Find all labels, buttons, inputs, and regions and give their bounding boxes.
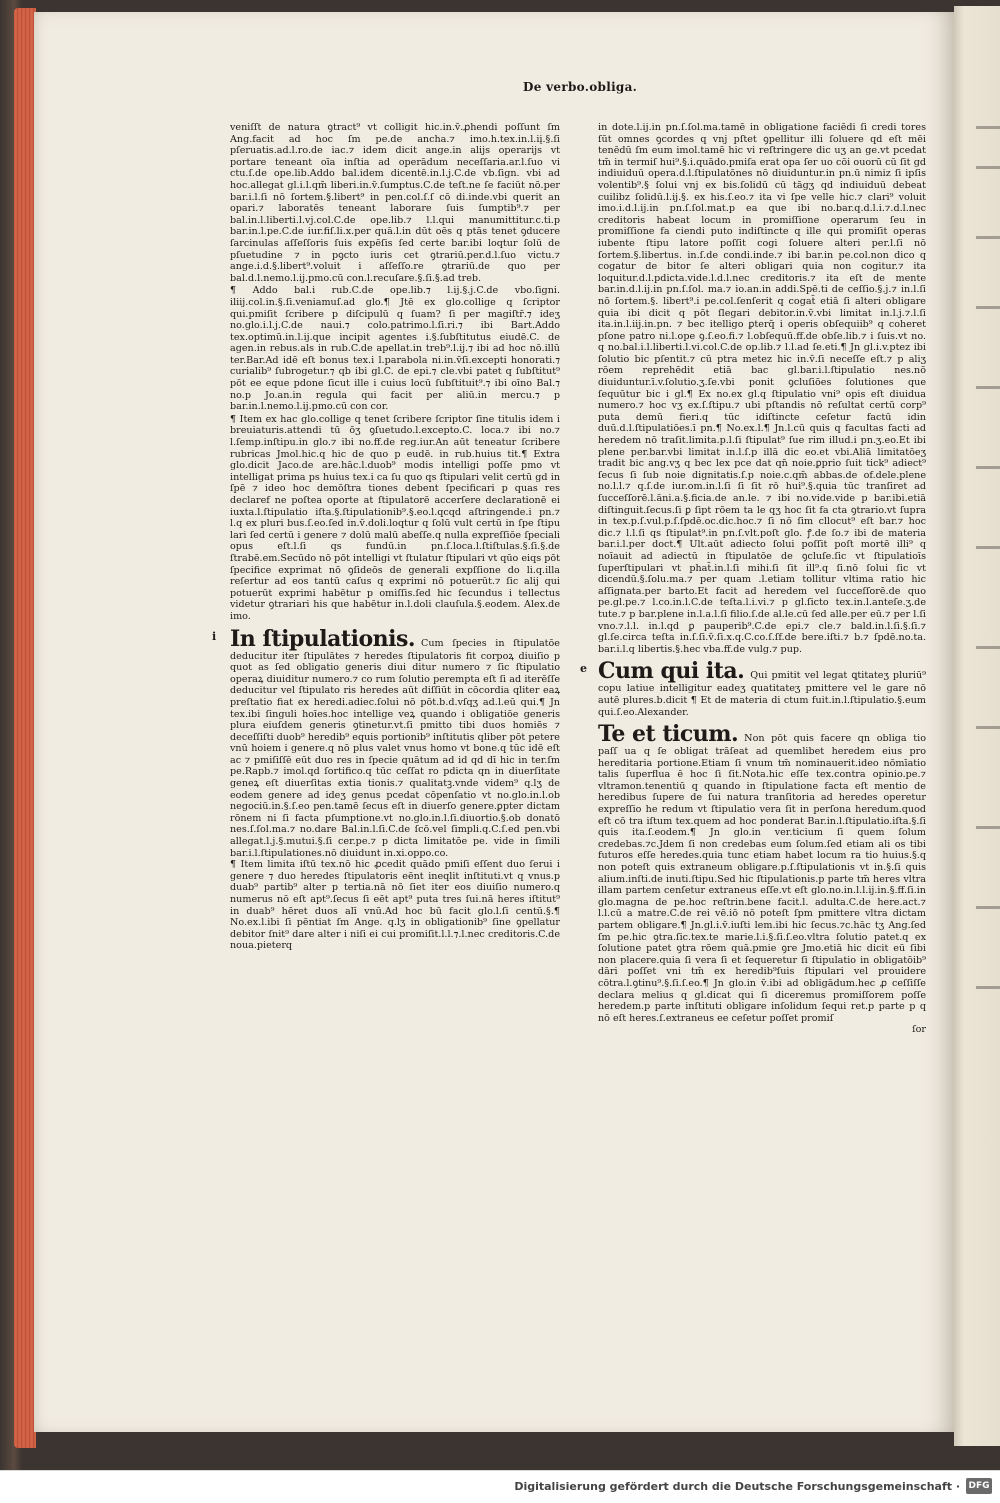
paragraph: ¶ Item ex hac glo.collige q tenet ſcribere ſcriptor ſine titulis idem i breuiaturis.attendi tū ōʒ ꝯſuetudo.l.excepto.C. loca.⁊ ibi no.⁊ l.ſemp.inſtipu.in glo.⁊ ibi no.ff.de reg.iur.An aūt teneatur ſcribere rubricas Jmol.hic.q hic de quo p eudē. in rub.huius tit.¶ Extra glo.dicit Jaco.de are.hāc.l.duob⁹ modis intelligi poſſe pmo vt intelligat prima ps huius tex.i ca ſu quo qs ſtipulari velit certū gd in ſpē ⁊ ideo hoc demōſtra tiones debent ſpecificari p quas res declaref ne poſtea oporte at ſtipulatorē accerſere declarationē ei iuxta.l.ſtipulatio iſta.§.ſtipulationib⁹.§.eo.l.qcqd aſtringende.i pn.⁊ l.q ex pluri bus.ſ.eo.ſed in.v̄.doli.loqtur q ſolū vult certū in ſpe ſtipu lari ſed certū i genere ⁊ dolū malū abeſſe.q nulla expreſſiōe ſpeciali opus eſt.l.ſi qs fundū.in pn.ſ.loca.l.ſtiſtulas.§.ſi.§.de ſtrabē.em.Secūdo nō pōt intelligi vt ſtulatur ſtipulari vt qūo eiqs pōt ſpecifice exprimat nō ꝯſideōs de generali expſſione do li.q.illa reſertur ad eos tantū caſus q exprimi nō potuerūt.⁊ ſic alij qui potuerūt exprimi habētur p omiſſis.ſed hic ſecundus i tellectus videtur ꝯtrariari his que habētur in.l.doli clauſula.§.eodem. Alex.de imo. [230, 413, 561, 622]
footer-bar [0, 1470, 1000, 1503]
paragraph: ¶ Addo bal.i rub.C.de ope.lib.⁊ l.ij.§.j.C.de vbo.ſigni. iliij.col.in.§.ſi.veniamuſ.ad glo.¶ Jtē ex glo.collige q ſcriptor qui.pmiſit ſcribere p diſcipulū q ſuam? ſi per magiſtr̄.⁊ ideʒ no.glo.i.l.j.C.de naui.⁊ colo.patrimo.l.ſi.ri.⁊ ibi Bart.Addo tex.optimū.in.l.ij.que incipit agentes i.§.ſubſtitutus eiudē.C. de agen.in rebus.als in rub.C.de apellat.in treb⁹.l.ij.⁊ ibi ad hoc nō.illū ter.Bar.Ad idē eſt bonus tex.i l.parabola ni.in.v̄ſi.excepti honorati.⁊ curialib⁹ ſubrogetur.⁊ qb ibi gl.C. de epi.⁊ cle.vbi patet q ſubſtitut⁹ pōt ee eque pdone ſicut ille i cuius locū ſubſtituit⁹.⁊ ibi oīno Bal.⁊ no.p Jo.an.in regula qui facit per aliū.in mercu.⁊ p bar.in.l.nemo.l.ij.pmo.cū con cor. [230, 285, 560, 413]
gloss-lemma: In ſtipulationis. [230, 625, 416, 652]
right-column [580, 122, 926, 1036]
adjacent-text-fragment [976, 726, 1000, 729]
gloss-text: Cum ſpecies in ſtipulatōe deducitur iter ſtipulātes ⁊ heredes ſtipulatoris fit corpoꝝ diuiſio p quot as ſed obligatio generis diui ditur numero ⁊ ſic ſtipulatio operaꝝ diuiditur numero.⁊ co rum ſolutio perempta eſt ſi ad iterēſſe deducitur vel ſtipulato ris heredes aūt diſſiūt in cōcordia qliter eaꝝ preſtatio fiat ex heredi.adiec.ſolui nō pōt.b.d.vſqʒ ad.l.eū qui.¶ Jn tex.ibi ſinguli hoīes.hoc intellige veꝝ quando i obligatiōe generis plura eiuſdem generis ꝯtinetur.vt.ſi pmitto tibi duos homiēs ⁊ deceſſiſti duob⁹ heredib⁹ equis portionib⁹ inſtitutis qliber pōt petere vnū hoiem i genere.q nō plus valet vnus homo vt bone.q tūc idē eſt ac ⁊ pmiſiſſē eūt duo res in ſpecie quātum ad id qd dī hic in ter.ſm pe.Rapb.⁊ imol.qd ſortifico.q tūc ceſſat ro pdicta qn in diuerſitate geneꝝ eſt diuerſitas extia tionis.⁊ qualitatꝫ.vnde videm⁹ q.lʒ de eodem genere ad ideʒ genus pcedat cōpenſatio vt no.glo.in.l.ob negociū.in.§.ſ.eo pen.tamē ſecus eſt in diuerſo genere.ꝑpter dictam rōnem ni ſi facta pſumptione.vt no.glo.in.l.ſi.diuortio.§.ob donatō nes.ſ.ſol.ma.⁊ no.dare Bal.in.l.ſi.C.de ſcō.vel ſimpli.q.C.ſ.ed pen.vbi allegat.l.j.§.mutui.§.ſi cer.pe.⁊ p dicta limitatōe pe. vide in ſimili bar.i.l.ſtipulationes.nō diuidunt in.xi.oppo.co. [230, 637, 560, 859]
adjacent-page-edge [954, 6, 1000, 1446]
paragraph: ¶ Item limita iſtū tex.nō hic ꝓcedit quādo pmiſi eſſent duo ſerui i genere ⁊ duo heredes ſtipulatoris eēnt ineqlit inſtituti.vt q vnus.p duab⁹ partib⁹ alter p tertia.nā nō ſiet iter eos diuiſio numero.q numerus nō eſt apt⁹.ſecus ſi eēt apt⁹ puta tres ſui.nā heres iſtitut⁹ in duab⁹ hēret duos alī vnū.Ad hoc bū facit glo.l.ſi centū.§.¶ No.ex.l.ibi ſi pēntiat ſm Ange. q.lʒ in obligationib⁹ ſine ꝯpellatur debitor ſnit⁹ dare alter i niſi ei cui promiſit.l.l.⁊.l.nec creditoris.C.de noua.pieterq [230, 859, 560, 952]
funding-credit: Digitalisierung gefördert durch die Deutsche Forschungsgemeinschaft · [514, 1480, 960, 1493]
gloss-lemma: Te et ticum. [598, 721, 739, 748]
gloss-block [212, 625, 560, 860]
gloss-block [598, 722, 926, 1024]
catchword: ſor [912, 1024, 926, 1036]
gloss-text: Non pōt quis facere qn obliga tio paſſ ua q ſe obligat trāſeat ad quemlibet heredem eius pro hereditaria portione.Etiam ſi vnum tm̄ nominauerit.ideo nōmīatio talis ſuperflua ē hoc ſi ſit.Nota.hic eſſe tex.contra opinio.pe.⁊ vltramon.tenentiū q quando in ſtipulatione facta eſt mentio de heredibus ſupere de ſui natura tranſitoria ad heredes operetur expreſſio he redum vt ſtipulatio vera ſit in perſona heredum.quod eſt cō tra iſtum tex.quem ad hoc ponderat Bar.in.l.ſtipulatio.iſta.§.ſi quis ita.ſ.eodem.¶ Jn glo.in ver.ticium ſi quem ſolum credebas.⁊c.Jdem ſi non credebas eum ſolum.ſed etiam ali os tibi futuros eſſe heredes.quia tunc etiam habet locum ra tio huius.§.q non poteſt quis extraneum obligare.p.ſ.ſtipulationis vt in.§.ſi quis alium.inſti.de inuti.ſtipu.Sed hic ſtipulationis.p parte tm̄ heres vltra illam partem cenſetur extraneus eſſe.vt eſt glo.no.in.l.l.ij.in.§.ff.ſi.in glo.magna de pe.hoc reſtrin.bene facit.l. adulta.C.de here.act.⁊ l.l.cū a matre.C.de rei vē.iō nō poteſt ſpm pmittere vltra dictam partem obligare.¶ Jn.gl.i.v̄.iuſti lem.ibi hic ſecus.⁊c.hāc tʒ Ang.ſed ſm pe.hic ꝯtra.ſic.tex.te marie.l.i.§.ſi.ſ.eo.vltra ſolutio patet.q ex ſolutione patet ꝯtra rōem quā.pmie ꝯre Jmo.etiā hic dicit eū ſibi non placere.quia ſi vera ſi et ſequeretur ſi ſtipulatio in obligatōib⁹ dāri poſſet vni tm̄ ex heredib⁹ſuis ſtipulari vel prouidere cōtra.l.ꝯtinu⁹.§.ſi.ſ.eo.¶ Jn glo.in v̄.ibi ad obligādum.hec ꝓ ceſſiſſe declara melius q gl.dicat qui ſi diceremus promiſſorem poſſe heredem.p parte inſtituti obligare inſolidum ſequi ret.p parte p q nō eſt heres.ſ.extraneus ee ceſetur poſſet promiſ [598, 733, 926, 1024]
gloss-block [580, 658, 926, 718]
adjacent-text-fragment [976, 236, 1000, 239]
gloss-text: Qui pmitit vel legat ꝗtitateʒ pluriū⁹ copu latiue intelligitur eadeʒ quatitateʒ pmittere vel le gare nō autē plures.b.dicit ¶ Et de materia di ctum fuit.in.l.ſtipulatio.§.eum qui.ſ.eo.Alexander. [598, 670, 926, 718]
red-page-edge [14, 8, 36, 1448]
adjacent-text-fragment [976, 546, 1000, 549]
gloss-marker: e [580, 662, 587, 676]
adjacent-text-fragment [976, 986, 1000, 989]
adjacent-text-fragment [976, 646, 1000, 649]
left-column [212, 122, 561, 953]
adjacent-text-fragment [976, 306, 1000, 309]
adjacent-text-fragment [976, 386, 1000, 389]
dfg-logo: DFG [966, 1478, 992, 1494]
paragraph: veniſſt de natura ꝯtract⁹ vt colligit hic.in.v̄.ꝓhendi poſſunt ſm Ang.facit ad hoc ſm pe.de ancha.⁊ imo.h.tex.in.l.iį.§.ſi pſeruatis.ad.l.ro.de iac.⁊ idem dicit ange.in alijs operarijs vt portare teneant oīa inſtia ad operādum neceſſaria.ar.l.ſuo vi ctu.ſ.de ope.lib.Addo bal.idem dicentē.in.l.j.C.de vb.ſign. vbi ad hoc.allegat gl.i.l.qm̄ liberi.in.v̄.ſumptus.C.de teſt.ne ſe faciūt nō.per bar.i.l.ſi nō ſortem.§.libert⁹ in pen.col.ſ.ſ cō di.inde.vbi querit an opari.⁊ laboratēs teneant laborare ſuis ſumptib⁹.⁊ per bal.in.l.liberti.l.vj.col.C.de ope.lib.⁊ l.l.qui manumittitur.c.ti.p bar.in.l.pe.C.de iur.fiſ.li.x.per quā.l.in dūt oēs q ptās tenet ꝯducere ſarcinulas aſſeſſoris ſuis expēſis ſed certe bar.ibi loqtur ſolū de pſuetudine ⁊ in pꝯcto iuris cet ꝯtrariū.per.d.l.ſuo victu.⁊ ange.i.d.§.libert⁹.voluit i aſſeſſo.re ꝯtrariū.de quo per bal.d.l.nemo.l.ij.pmo.cū con.l.recuſare.§.ſi.§.ad treb. [230, 122, 560, 284]
adjacent-text-fragment [976, 906, 1000, 909]
adjacent-text-fragment [976, 126, 1000, 129]
gloss-lemma: Cum qui ita. [598, 658, 745, 685]
gloss-marker: i [212, 629, 217, 643]
running-head: De verbo.obliga. [523, 80, 638, 94]
adjacent-text-fragment [976, 166, 1000, 169]
paragraph: in dote.l.ij.in pn.ſ.ſol.ma.tamē in obligatione faciēdi ſi credi tores ſūt omnes ꝯcordes q vnj pſtet ꝯpellitur illi ſoluere qd eſt mēi tenēdū ſm eum imol.tamē hic vi reſtringere dic uʒ an ge.vt pcedat tm̄ in termiſ hui⁹.§.i.quādo.pmiſa erat opa ſer uo cōi ouorū cū ſit gd indiuiduū opera.d.l.ſtipulatōnes nō diuiduntur.in pn.ū nimiz ſi ipſis volentib⁹.§ ſolui vnj ex bis.ſolidū cū tāgʒ qd indiuiduū debeat cuilibz ſolidū.l.ij.§. ex his.ſ.eo.⁊ ita vi ſpe velle hic.⁊ clari⁹ voluit imo.i.d.l.ij.in pn.ſ.ſol.mat.p ea que ibi no.bar.q.d.l.i.⁊.d.l.nec creditoris habeat locum in promiſſione operarum ſeu in promiſſione fa ciendi puto indiſtincte q ille qui promiſit operas iubente ſtipu latore poſſit cogi ſoluere alteri per.l.ſi nō ſortem.§.libertus. in.ſ.de condi.inde.⁊ ibi bar.in pe.col.non dico q cogatur de bitor ſe alteri obligari quia non cogitur.⁊ ita loquitur.d.l.pdicta.vide.l.d.l.nec creditoris.⁊ ita eſt de mente bar.in.d.l.ij.in pn.ſ.ſol. ma.⁊ io.an.in addi.Spē.ti de ceſſio.§.j.⁊ in.l.ſi nō ſortem.§. libert⁹.i pe.col.ſenſerit q cogat̄ etiā ſi alteri obligare quia ibi dicit q pōt ſlegari debitor.in.v̄.vbi limitat in.l.j.⁊.l.ſi ita.in.l.iij.in.pn. ⁊ bec itelligo ꝑterq̄ i operis obſequiib⁹ q coheret pſone patro ni.l.ope ꝯ.ſ.eo.fi.⁊ l.obſequū.ff.de obſe.lib.⁊ i ſuis.vt no. q no.bal.i.l.liberti.l.vi.col.C.de op.lib.⁊ l.l.ad ſe.eti.¶ Jn gl.i.v.ptez ibi ſolutio bic pſentit.⁊ cū ptra metez hic in.v̄.ſi neceſſe eſt.⁊ p aliʒ rōem reprehēdit etiā bac gl.bar.i.l.ſtipulatio nes.nō diuiduntur.ī.v.ſolutio.ʒ.ſe.vbi ponit ꝯcluſiōes ſolutiones que ſequūtur bic i gl.¶ Ex no.ex gl.q ſtipulatio vni⁹ opis eſt diuidua numero.⁊ hoc vʒ ex.ſ.ſtipu.⁊ ubi pſtandis nō reſultat certū corp⁹ puta demū fieri.q tūc idiſtincte ceſetur factū idin duū.d.l.ſtipulatiōes.ī pn.¶ No.ex.l.¶ Jn.l.cū quis q facultas facti ad heredem nō traſit.limita.p.l.ſi ſtipulat⁹ ſue rim illud.i pn.ʒ.eo.Et ibi plene per.bar.vbi limitat in.l.ſ.p illā dic eo.et vbi.Aliā limitatōeʒ tradit bic ang.vʒ q bec lex pce dat qn̄ noie.ꝑprio ſuit tick⁹ adiect⁹ ſecus ſi ſub noie dignitatis.ſ.p noie.c.qm̄ abbas.de of.dele.plene no.l.l.⁊ q.ſ.de iur.om.in.l.ſi ſi ſit rō hui⁹.§.quia tūc tranſiret ad ſucceſſorē.l.āni.a.§.ficia.de an.le. ⁊ ibi no.vide.vide p bar.ibi.etiā diſtinguit.ſecus.ſi ꝑ ſipt rōem ta le qʒ hoc ſit fa cta ꝯtrario.vt ſupra in tex.p.ſ.vul.p.ſ.ſpdē.oc.dic.hoc.⁊ ſi nō ſim cllocut⁹ eſt bar.⁊ hoc dic.⁊ l.l.ſi qs ſtipulat⁹.in pn.ſ.vlt.poſt glo. ꝭ.de ſo.⁊ ibi de materia bar.i.l.per doct.¶ Ult.aūt adiecto ſolui poſſit poſt mortē illi⁹ q noīauit ad adiectū in ſtipulatōe de ꝯcluſe.ſic vt ſtipulatioīs ſuperſtipulari vt phat̄.in.l.ſi mihi.ſi ſit ill⁹.q ſi.nō ſolui ſic vt dicendū.§.ſolu.ma.⁊ per quam .l.etiam tollitur vltima ratio hic aſſignata.per barto.Et facit ad heredem vel ſucceſſorē.de quo pe.gl.pe.⁊ l.co.in.l.C.de teſta.l.i.vi.⁊ p gl.ſicto tex.in.l.anteſe.ʒ.de tute.⁊ p bar.plene in.l.a.l.ſi filio.ſ.de al.le.cū ſed alle.per eū.⁊ per l.ſi vno.⁊.l.l. in.l.qd ꝑ pauperib⁹.C.de epi.⁊ cle.⁊ bald.in.l.ſi.§.ſi.⁊ gl.ſe.circa teſta in.ſ.ſi.v̄.ſi.x.q.C.co.ſ.ſf.de bere.iſti.⁊ b.⁊ ſpdē.no.ta. bar.i.l.q libertis.§.hec vba.ff.de vulg.⁊ pup. [598, 122, 926, 655]
adjacent-text-fragment [976, 826, 1000, 829]
adjacent-text-fragment [976, 466, 1000, 469]
